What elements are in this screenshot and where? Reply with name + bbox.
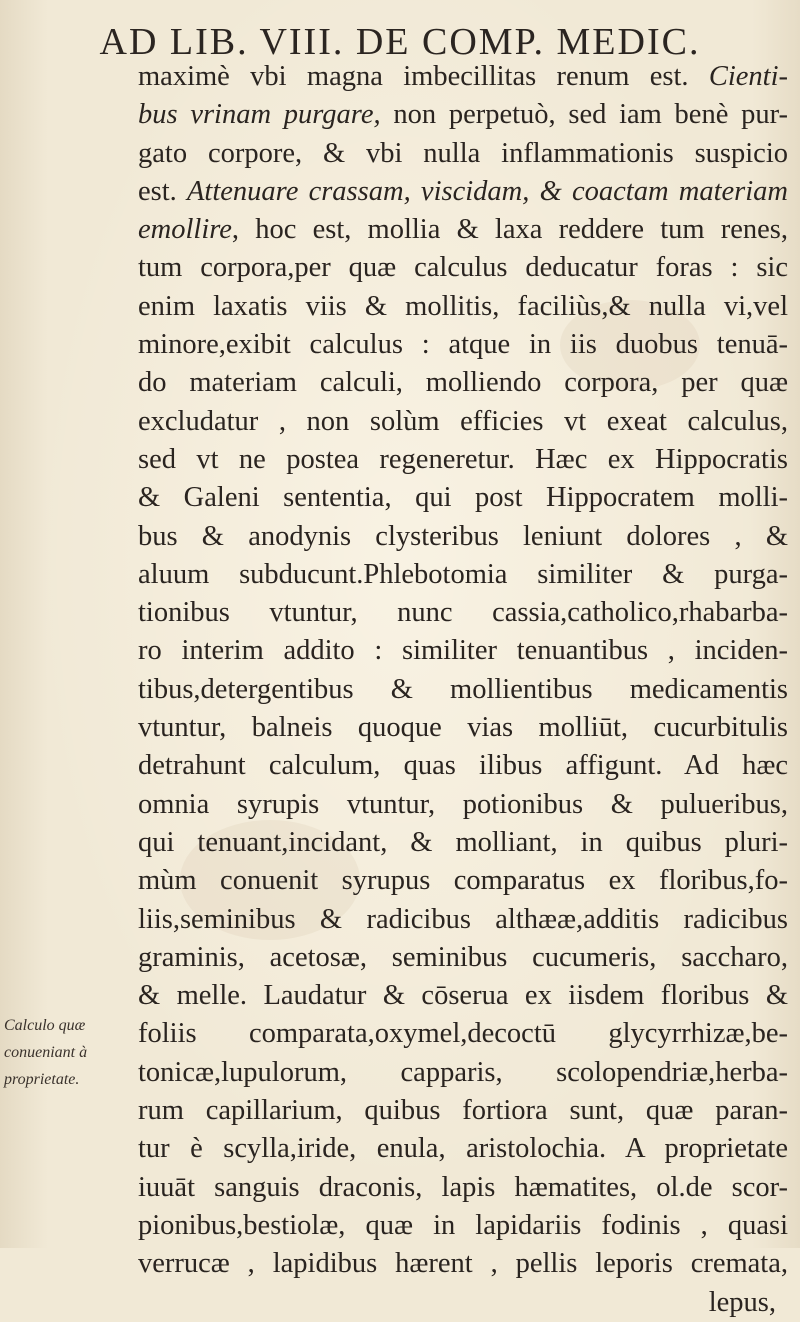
text-line [138,632,788,670]
text-line [138,1169,788,1207]
italic-text-segment: emollire [138,214,232,246]
text-line [138,1015,788,1053]
text-line [138,479,788,517]
text-segment: bus & anodynis clysteribus leniunt dolores , & [138,520,788,552]
text-line [138,862,788,900]
text-line [138,249,788,287]
text-line [138,556,788,594]
text-segment: detrahunt calculum, quas ilibus affigunt. Ad hæc [138,750,788,782]
text-segment: excludatur , non solùm efficies vt exeat calculus, [138,405,788,437]
text-segment: minore,exibit calculus : atque in iis duobus tenuā- [138,329,788,361]
text-segment: tonicæ,lupulorum, capparis, scolopendriæ,herba- [138,1056,788,1088]
text-segment: gato corpore, & vbi nulla inflammationis suspicio [138,137,788,169]
text-line [138,594,788,632]
text-line [138,747,788,785]
text-segment: ro interim addito : similiter tenuantibus , inciden- [138,635,788,667]
text-segment: & melle. Laudatur & cōserua ex iisdem floribus & [138,980,788,1012]
running-head: AD LIB. VIII. DE COMP. MEDIC. [99,21,701,63]
text-segment: vtuntur, balneis quoque vias molliūt, cucurbitulis [138,712,788,744]
text-line [138,939,788,977]
text-line [138,211,788,249]
text-line [138,135,788,173]
text-segment: non perpetuò, sed iam benè pur- [380,99,788,131]
text-segment: aluum subducunt.Phlebotomia similiter & purga- [138,558,788,590]
margin-note [4,1012,132,1093]
text-segment: rum capillarium, quibus fortiora sunt, quæ paran- [138,1095,788,1127]
text-segment: qui tenuant,incidant, & molliant, in quibus pluri- [138,826,788,858]
text-line [138,901,788,939]
text-segment: & Galeni sententia, qui post Hippocratem molli- [138,482,788,514]
margin-note-line: conueniant à [4,1044,88,1061]
text-segment: do materiam calculi, molliendo corpora, per quæ [138,367,788,399]
text-line [138,671,788,709]
text-segment: lepus, [708,1286,776,1318]
text-segment: pionibus,bestiolæ, quæ in lapidariis fodinis , quasi [138,1209,788,1241]
text-line [138,1130,788,1168]
italic-text-segment: Attenuare crassam, viscidam, & coactam materiam [187,175,788,207]
text-line [138,977,788,1015]
text-line [138,1092,788,1130]
text-line [138,403,788,441]
text-line [138,288,788,326]
text-segment: iuuāt sanguis draconis, lapis hæmatites, ol.de scor- [138,1171,788,1203]
text-segment: tum corpora,per quæ calculus deducatur foras : sic [138,252,788,284]
text-line [138,364,788,402]
text-segment: maximè vbi magna imbecillitas renum est. [138,61,709,92]
text-line [138,58,788,96]
text-segment: liis,seminibus & radicibus althææ,additis radicibus [138,903,788,935]
text-line [138,441,788,479]
text-line [138,518,788,556]
text-line [138,1054,788,1092]
text-segment: verrucæ , lapidibus hærent , pellis leporis cremata, [138,1248,788,1280]
text-segment: sed vt ne postea regeneretur. Hæc ex Hippocratis [138,443,788,475]
text-line [138,786,788,824]
text-line [138,326,788,364]
text-segment: omnia syrupis vtuntur, potionibus & pulueribus, [138,788,788,820]
margin-note-line: Calculo quæ [4,1017,86,1034]
italic-text-segment: bus vrinam purgare, [138,99,381,131]
text-line [138,173,788,211]
text-line [138,1245,788,1283]
text-segment: tur è scylla,iride, enula, aristolochia. A proprietate [138,1133,788,1165]
text-segment: graminis, acetosæ, seminibus cucumeris, saccharo, [138,941,788,973]
text-line [138,1284,788,1322]
text-segment: tibus,detergentibus & mollientibus medicamentis [138,673,788,705]
text-segment: tionibus vtuntur, nunc cassia,catholico,rhabarba- [138,597,788,629]
text-line [138,824,788,862]
text-segment: est. [138,175,188,207]
text-segment: foliis comparata,oxymel,decoctū glycyrrhizæ,be- [138,1018,788,1050]
italic-text-segment: Cienti- [708,61,788,92]
margin-note-line: proprietate. [4,1071,80,1088]
text-line [138,96,788,134]
text-segment: , hoc est, mollia & laxa reddere tum renes, [231,214,788,246]
body-text [138,58,788,1322]
text-line [138,709,788,747]
text-segment: mùm conuenit syrupus comparatus ex floribus,fo- [138,865,788,897]
text-segment: enim laxatis viis & mollitis, faciliùs,& nulla vi,vel [138,290,788,322]
text-line [138,1207,788,1245]
